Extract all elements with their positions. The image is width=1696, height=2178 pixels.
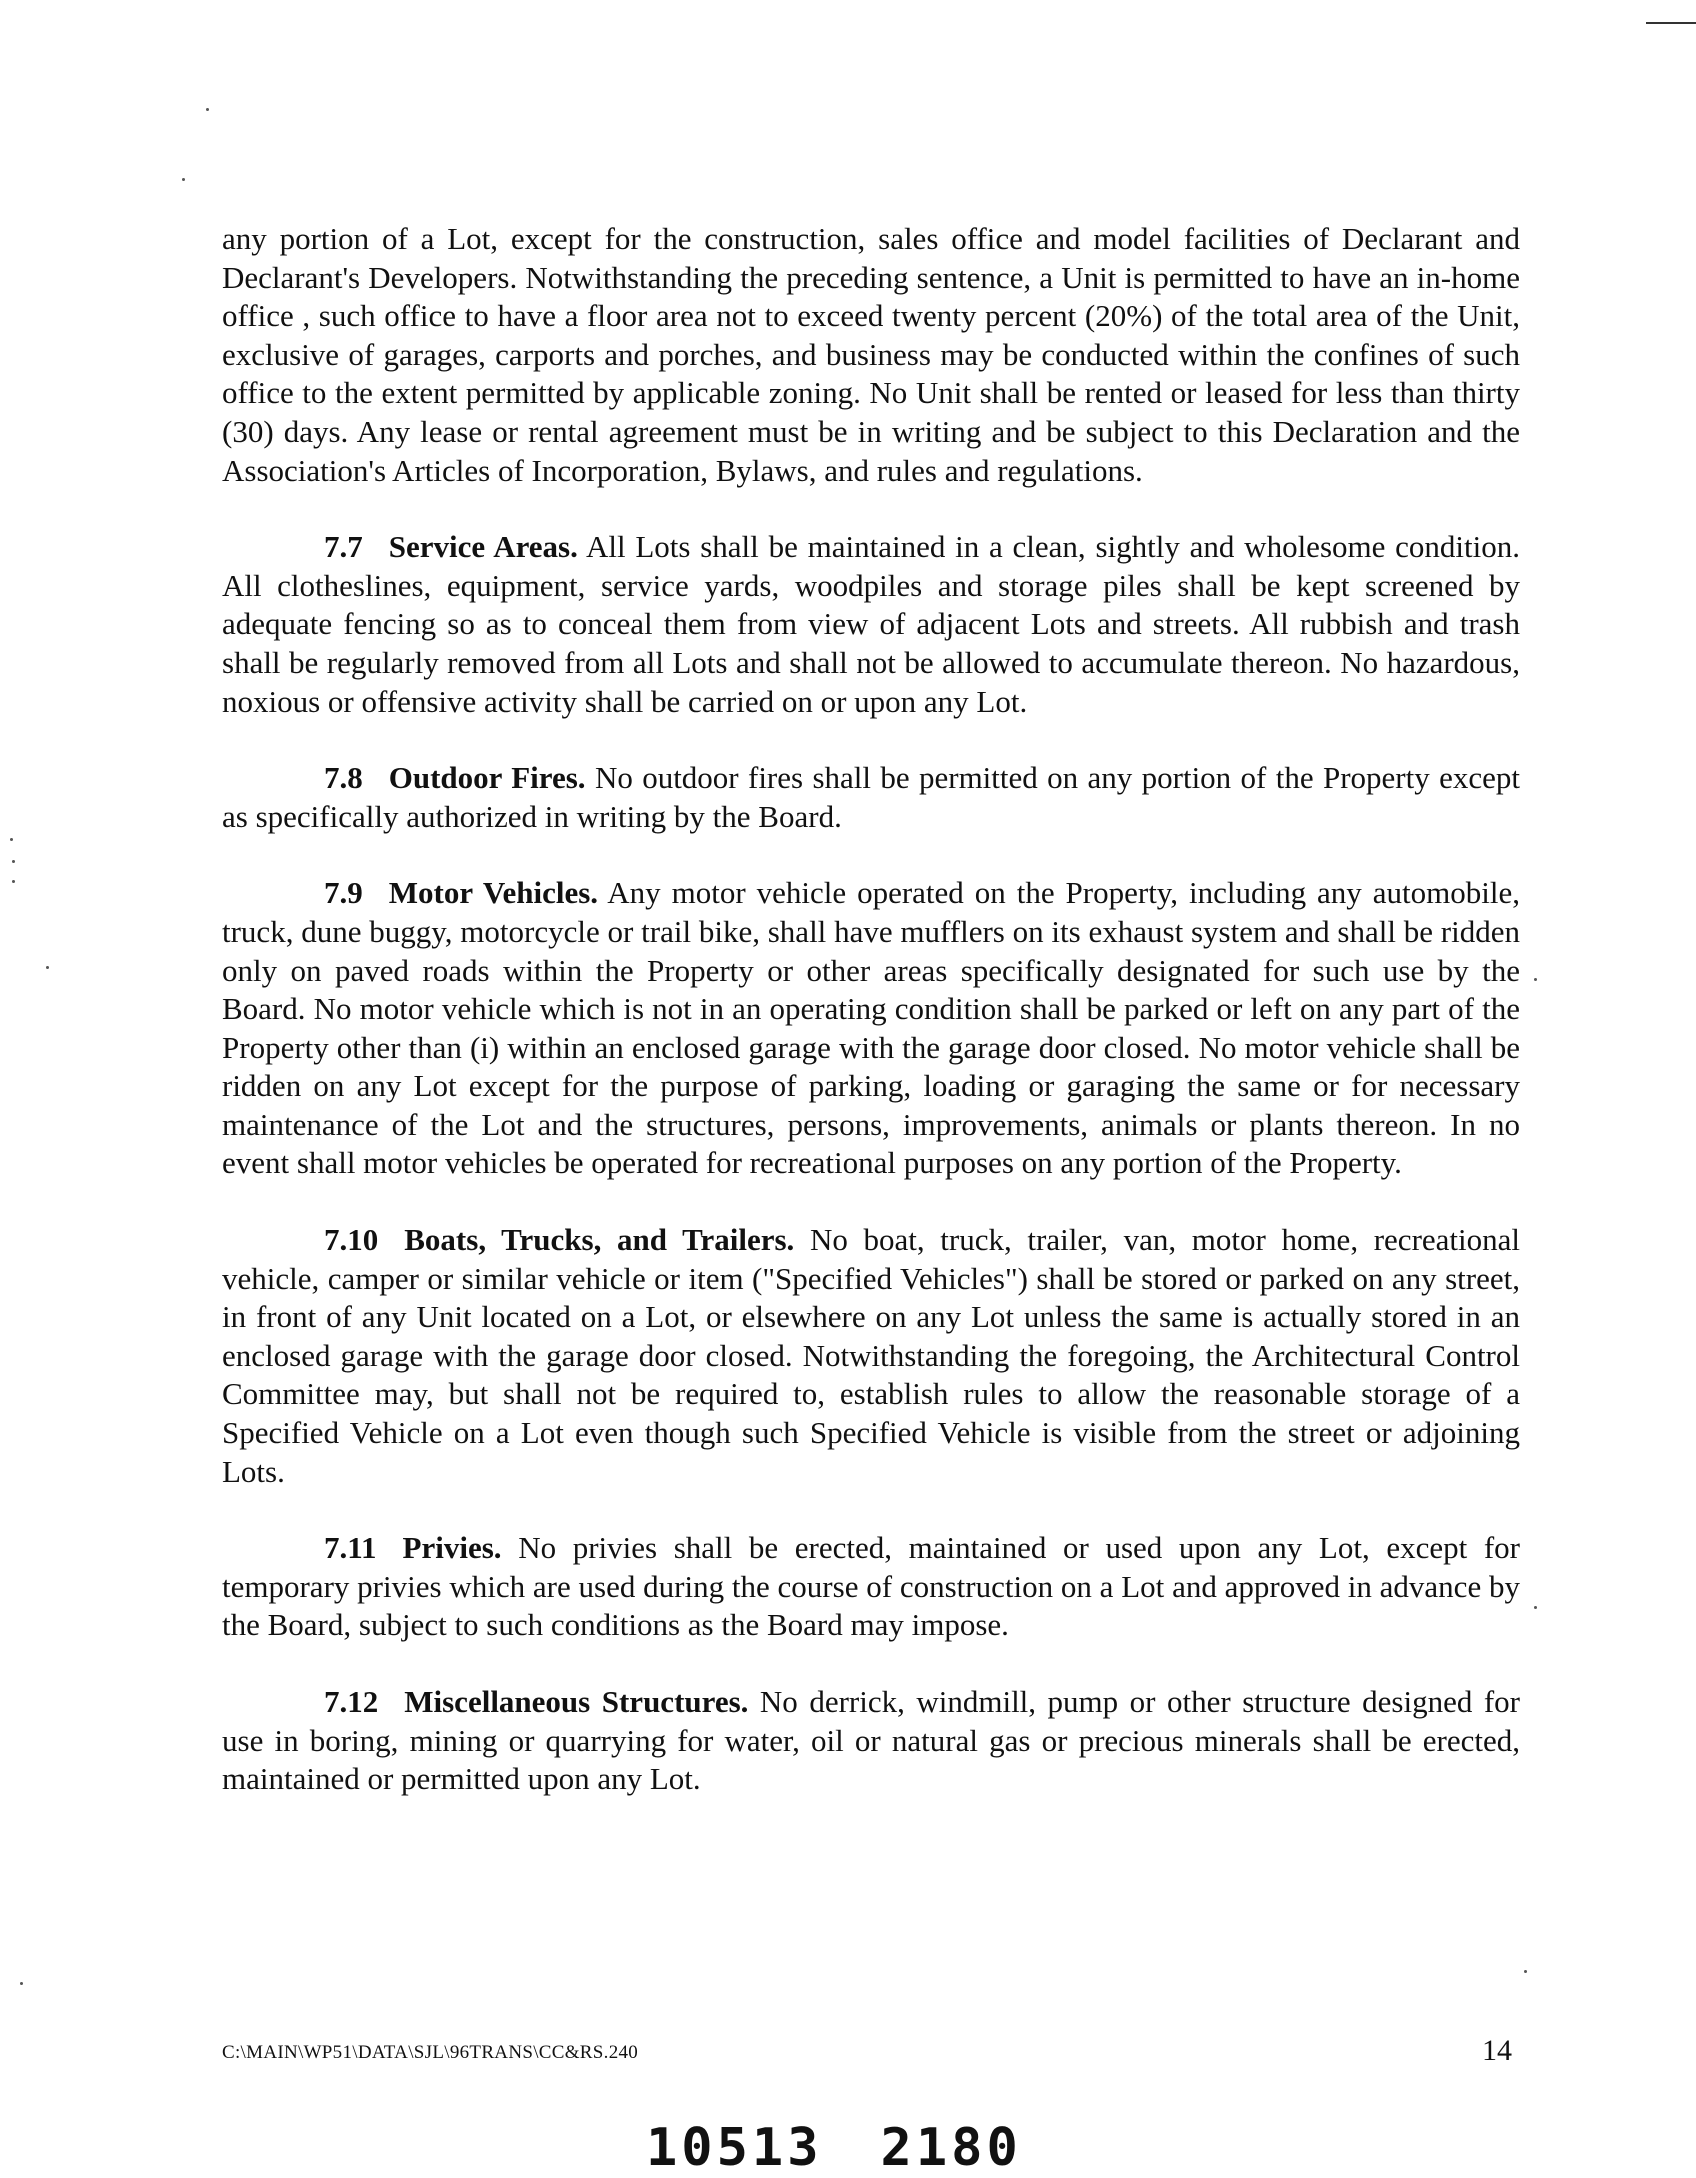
document-body xyxy=(222,220,1520,1799)
section-paragraph xyxy=(222,528,1520,721)
recording-stamp xyxy=(646,2118,1022,2178)
stamp-page-number: 2180 xyxy=(880,2118,1022,2178)
scan-speck xyxy=(10,838,13,841)
section-number: 7.12 xyxy=(324,1684,379,1719)
section-7-9 xyxy=(222,874,1520,1183)
footer-file-path: C:\MAIN\WP51\DATA\SJL\96TRANS\CC&RS.240 xyxy=(222,2042,639,2063)
section-7-12 xyxy=(222,1683,1520,1799)
section-paragraph xyxy=(222,759,1520,836)
section-paragraph xyxy=(222,874,1520,1183)
section-text: No boat, truck, trailer, van, motor home, recreational vehicle, camper or similar vehicle or item ("Specified Vehicles") shall be stored or parked on any street, in front of any Unit located on a Lot, or elsewhere on any Lot unless the same is actually stored in an enclosed garage with the garage door closed. Notwithstanding the foregoing, the Architectural Control Committee may, but shall not be required to, establish rules to allow the reasonable storage of a Specified Vehicle on a Lot even though such Specified Vehicle is visible from the street or adjoining Lots. xyxy=(222,1222,1521,1489)
section-title: Miscellaneous Structures. xyxy=(404,1684,749,1719)
section-paragraph xyxy=(222,1529,1520,1645)
scan-speck xyxy=(20,1982,23,1985)
scan-speck xyxy=(182,178,185,181)
section-text: No derrick, windmill, pump or other structure designed for use in boring, mining or quarrying for water, oil or natural gas or precious minerals shall be erected, maintained or permitted upon any Lot. xyxy=(222,1684,1521,1797)
scan-speck xyxy=(12,880,15,883)
scan-speck xyxy=(206,108,209,111)
stamp-book-number: 10513 xyxy=(646,2118,823,2178)
scan-speck xyxy=(12,860,15,863)
scan-speck xyxy=(46,966,49,969)
section-7-10 xyxy=(222,1221,1520,1491)
section-7-8 xyxy=(222,759,1520,836)
section-text: Any motor vehicle operated on the Property, including any automobile, truck, dune buggy, motorcycle or trail bike, shall have mufflers on its exhaust system and shall be ridden only on paved roads within the Property or other areas specifically designated for such use by the Board. No motor vehicle which is not in an operating condition shall be parked or left on any part of the Property other than (i) within an enclosed garage with the garage door closed. No motor vehicle shall be ridden on any Lot except for the purpose of parking, loading or garaging the same or for necessary maintenance of the Lot and the structures, persons, improvements, animals or plants thereon. In no event shall motor vehicles be operated for recreational purposes on any portion of the Property. xyxy=(222,875,1520,1181)
section-text: No privies shall be erected, maintained or used upon any Lot, except for temporary privies which are used during the course of construction on a Lot and approved in advance by the Board, subject to such conditions as the Board may impose. xyxy=(222,1530,1521,1643)
section-title: Outdoor Fires. xyxy=(388,760,586,796)
top-edge-mark xyxy=(1646,22,1696,24)
section-text: All Lots shall be maintained in a clean, sightly and wholesome condition. All clotheslines, equipment, service yards, woodpiles and storage piles shall be kept screened by adequate fencing so as to conceal them from view of adjacent Lots and streets. All rubbish and trash shall be regularly removed from all Lots and shall not be allowed to accumulate thereon. No hazardous, noxious or offensive activity shall be carried on or upon any Lot. xyxy=(222,529,1521,719)
section-number: 7.8 xyxy=(324,760,363,796)
section-text: No outdoor fires shall be permitted on any portion of the Property except as specifically authorized in writing by the Board. xyxy=(222,760,1520,834)
section-number: 7.10 xyxy=(324,1222,379,1258)
section-paragraph xyxy=(222,1683,1520,1799)
section-7-7 xyxy=(222,528,1520,721)
section-title: Privies. xyxy=(402,1530,502,1566)
scan-speck xyxy=(1534,978,1537,981)
scan-speck xyxy=(1524,1970,1527,1973)
intro-paragraph: any portion of a Lot, except for the construction, sales office and model facilities of Declarant and Declarant's Developers. Notwithstanding the preceding sentence, a Unit is permitted to have an in-home office , such office to have a floor area not to exceed twenty percent (20%) of the total area of the Unit, exclusive of garages, carports and porches, and business may be conducted within the confines of such office to the extent permitted by applicable zoning. No Unit shall be rented or leased for less than thirty (30) days. Any lease or rental agreement must be in writing and be subject to this Declaration and the Association's Articles of Incorporation, Bylaws, and rules and regulations. xyxy=(222,221,1520,488)
section-title: Service Areas. xyxy=(388,529,578,565)
section-number: 7.7 xyxy=(324,529,363,565)
section-title: Boats, Trucks, and Trailers. xyxy=(404,1222,795,1258)
section-7-11 xyxy=(222,1529,1520,1645)
section-title: Motor Vehicles. xyxy=(388,875,599,911)
section-number: 7.9 xyxy=(324,875,363,911)
section-number: 7.11 xyxy=(324,1530,377,1566)
section-paragraph xyxy=(222,1221,1520,1491)
scan-speck xyxy=(1534,1606,1537,1609)
page-number: 14 xyxy=(1482,2034,1512,2067)
